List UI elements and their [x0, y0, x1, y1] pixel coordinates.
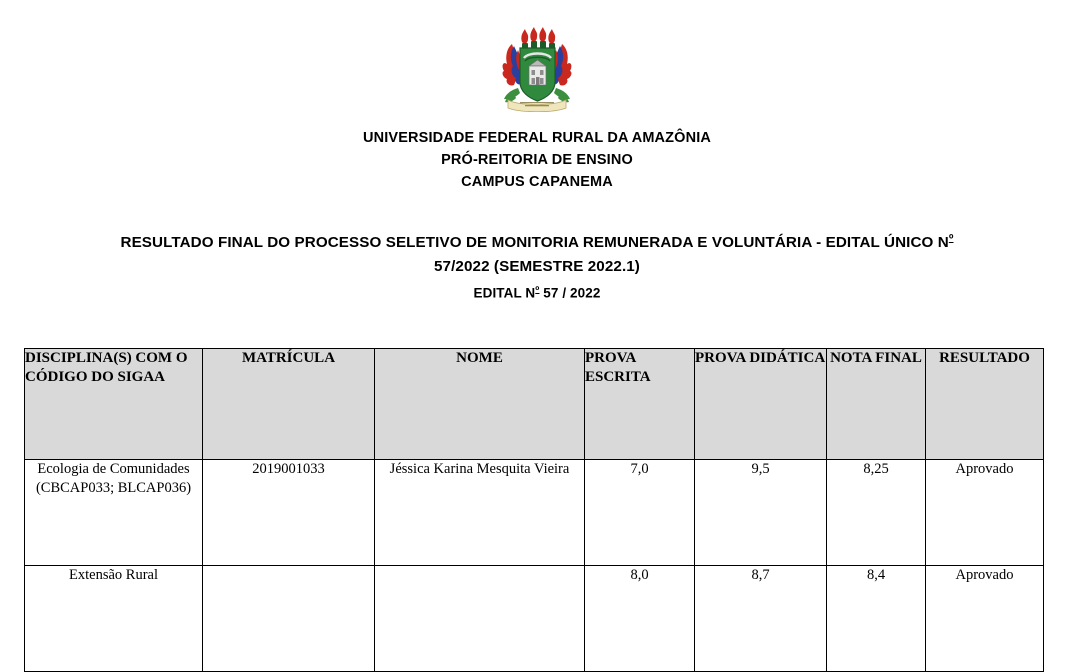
cell-resultado: Aprovado: [926, 566, 1044, 672]
cell-matricula: 2019001033: [203, 460, 375, 566]
column-header-resultado: RESULTADO: [926, 349, 1044, 460]
cell-prova-escrita: 7,0: [585, 460, 695, 566]
document-subtitle-prefix: EDITAL N: [473, 285, 536, 301]
cell-nota-final: 8,4: [827, 566, 926, 672]
document-title-line-2-suffix: 57/2022 (SEMESTRE 2022.1): [434, 257, 640, 275]
cell-matricula: [203, 566, 375, 672]
table-header-row: [25, 349, 1044, 460]
cell-prova-escrita: 8,0: [585, 566, 695, 672]
ordinal-mark: º: [948, 232, 954, 246]
document-subtitle: [0, 285, 1074, 301]
cell-resultado: Aprovado: [926, 460, 1044, 566]
results-table: [24, 348, 1044, 672]
column-header-disciplina: DISCIPLINA(S) COM O CÓDIGO DO SIGAA: [25, 349, 203, 460]
document-title: [95, 227, 979, 279]
institution-line-3: CAMPUS CAPANEMA: [461, 174, 613, 190]
document-title-line-2-prefix: ÚNICO N: [884, 233, 949, 251]
results-table-container: [24, 348, 1043, 672]
cell-disciplina: Extensão Rural: [25, 566, 203, 672]
institution-line-2: PRÓ-REITORIA DE ENSINO: [441, 152, 633, 168]
column-header-nome: NOME: [375, 349, 585, 460]
cell-nota-final: 8,25: [827, 460, 926, 566]
ordinal-mark: º: [535, 285, 540, 297]
cell-disciplina: Ecologia de Comunidades (CBCAP033; BLCAP036): [25, 460, 203, 566]
column-header-matricula: MATRÍCULA: [203, 349, 375, 460]
cell-prova-didatica: 8,7: [695, 566, 827, 672]
document-title-line-1: RESULTADO FINAL DO PROCESSO SELETIVO DE MONITORIA REMUNERADA E VOLUNTÁRIA - EDITAL: [120, 233, 880, 251]
column-header-nota-final: NOTA FINAL: [827, 349, 926, 460]
institution-line-1: UNIVERSIDADE FEDERAL RURAL DA AMAZÔNIA: [362, 130, 712, 146]
table-row: [25, 460, 1044, 566]
column-header-prova-escrita: PROVA ESCRITA: [585, 349, 695, 460]
ufra-coat-of-arms: [498, 26, 576, 112]
institution-heading: [0, 127, 1074, 193]
column-header-prova-didatica: PROVA DIDÁTICA: [695, 349, 827, 460]
logo-container: [0, 26, 1074, 112]
table-row: [25, 566, 1044, 672]
cell-nome: [375, 566, 585, 672]
cell-prova-didatica: 9,5: [695, 460, 827, 566]
cell-nome: Jéssica Karina Mesquita Vieira: [375, 460, 585, 566]
document-subtitle-suffix: 57 / 2022: [539, 285, 601, 301]
